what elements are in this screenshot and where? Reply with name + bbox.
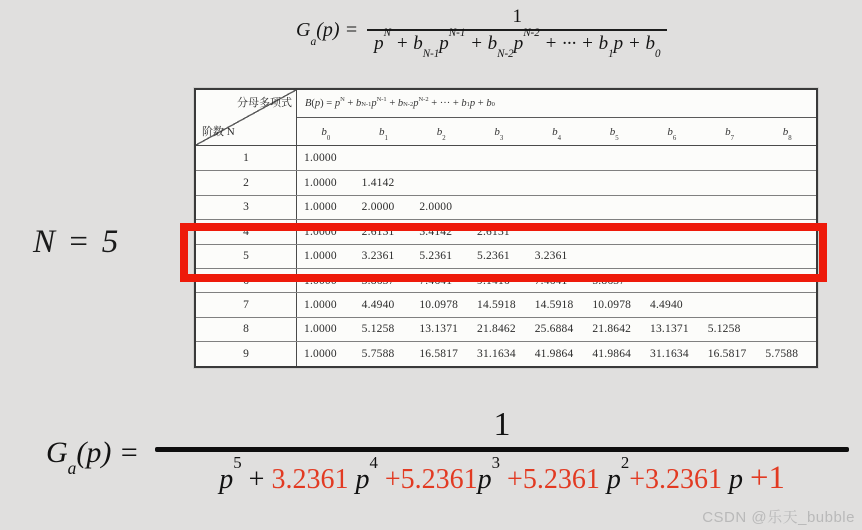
coefficient-cell: 16.5817: [707, 347, 747, 360]
formula-segment: p: [374, 32, 384, 54]
column-header-b0: $b_0$: [321, 125, 331, 142]
formula-segment: 2: [620, 452, 630, 472]
column-header-b2: $b_2$: [436, 125, 446, 142]
table-row-n2: [196, 170, 816, 194]
formula-segment: p: [477, 463, 492, 495]
formula-segment: p: [469, 98, 476, 109]
coefficient-cell: [758, 171, 816, 194]
coefficient-cell: 7.4641: [534, 274, 568, 287]
table-row-n1: [196, 146, 816, 170]
formula-segment: +: [465, 32, 488, 54]
formula-segment: (p) =: [76, 436, 140, 470]
formula-segment: b: [413, 32, 423, 54]
formula-segment: N-2: [523, 26, 540, 39]
coefficient-cell: 16.5817: [419, 347, 459, 360]
formula-segment: p: [513, 32, 524, 54]
fraction-denominator: [219, 452, 785, 499]
coefficient-cell: 41.9864: [592, 347, 632, 360]
formula-segment: 3.2361: [271, 463, 356, 495]
coefficient-cell: [470, 196, 528, 219]
column-header-b4: $b_4$: [552, 125, 561, 142]
coefficient-cell: 1.4142: [361, 177, 395, 190]
coefficient-cell: [701, 171, 759, 194]
coefficient-cell: 2.6131: [361, 225, 395, 238]
formula-segment: a: [310, 35, 317, 49]
formula-segment: p: [219, 463, 234, 495]
coefficient-cell: 1.0000: [304, 274, 337, 287]
coefficient-cell: [758, 196, 816, 219]
formula-segment: +: [475, 98, 487, 109]
formula-segment: N: [383, 26, 391, 39]
column-header-b3: $b_3$: [494, 125, 504, 142]
formula-segment: N-1: [448, 26, 466, 39]
fraction: [367, 6, 667, 61]
formula-segment: + ··· +: [428, 98, 462, 109]
coefficient-cell: 21.8642: [592, 323, 632, 336]
coefficient-cell: 1.0000: [304, 152, 337, 165]
formula-segment: b: [486, 98, 492, 109]
coefficient-cell: 1.0000: [304, 347, 337, 360]
order-cell: 5: [196, 245, 297, 268]
fraction-bar: [155, 447, 849, 452]
coefficient-cell: [412, 171, 470, 194]
column-header-b8: $b_8$: [782, 125, 792, 142]
formula-segment: + ··· +: [539, 32, 599, 54]
formula-segment: +1: [750, 459, 785, 496]
formula-segment: +: [623, 32, 646, 54]
coefficient-cell: [585, 171, 643, 194]
coefficient-cell: 1.0000: [304, 177, 337, 190]
coefficient-cell: [643, 171, 701, 194]
corner-label-order-n: 阶数 N: [202, 126, 235, 138]
formula-segment: 5.2361: [522, 463, 607, 495]
order-cell: 9: [196, 342, 297, 365]
formula-segment: 5: [233, 452, 242, 472]
coefficient-cell: [528, 146, 586, 170]
formula-segment: N-1: [422, 48, 440, 61]
coefficient-cell: 10.0978: [419, 299, 459, 312]
formula-segment: p: [334, 98, 341, 109]
coefficient-cell: 7.4641: [419, 274, 453, 287]
coefficient-cell: 3.4142: [419, 225, 453, 238]
table-header: [196, 90, 816, 146]
column-header-b5: $b_5$: [609, 125, 619, 142]
fraction: [155, 408, 849, 498]
formula-segment: p: [371, 98, 377, 109]
coefficient-cell: 3.8637: [592, 274, 626, 287]
formula-segment: b: [487, 32, 498, 54]
highlight-rectangle: [180, 223, 827, 282]
order-cell: 1: [196, 146, 297, 170]
formula-lhs: [46, 436, 140, 479]
order-cell: 8: [196, 318, 297, 341]
coefficient-cell: 13.1371: [650, 323, 689, 336]
coefficient-cell: [470, 171, 528, 194]
formula-segment: p: [413, 98, 419, 109]
order-cell: 2: [196, 171, 297, 194]
coefficient-cell: 3.8637: [361, 274, 395, 287]
formula-segment: 0: [654, 48, 661, 61]
coefficient-cell: 1.0000: [304, 299, 337, 312]
fraction-numerator: 1: [512, 6, 523, 27]
coefficient-cell: [701, 196, 759, 219]
order-cell: 6: [196, 269, 297, 292]
csdn-watermark: CSDN @乐天_bubble: [702, 509, 855, 526]
coefficient-cell: 3.2361: [361, 250, 395, 263]
formula-segment: p: [729, 463, 750, 495]
formula-segment: b: [645, 32, 655, 54]
formula-segment: p: [322, 19, 333, 42]
coefficient-column-headers: [297, 118, 816, 145]
coefficient-cell: 21.8462: [477, 323, 516, 336]
table-corner-cell: [196, 90, 297, 145]
formula-segment: b: [461, 98, 467, 109]
formula-segment: 3: [491, 452, 501, 472]
coefficient-cell: [758, 293, 816, 316]
coefficient-cell: [528, 171, 586, 194]
coefficient-cell: 1.0000: [304, 201, 337, 214]
formula-segment: (: [316, 19, 323, 42]
formula-segment: b: [397, 98, 404, 109]
coefficient-cell: 5.7588: [765, 347, 799, 360]
formula-segment: ) =: [332, 19, 359, 42]
coefficient-cell: [758, 318, 816, 341]
corner-label-denominator-polynomial: 分母多项式: [237, 97, 292, 109]
coefficient-cell: [355, 146, 413, 170]
formula-segment: b: [598, 32, 609, 54]
coefficient-cell: 5.1258: [707, 323, 741, 336]
formula-segment: a: [67, 458, 77, 479]
coefficient-cell: 13.1371: [419, 323, 459, 336]
coefficient-cell: [701, 293, 759, 316]
coefficient-cell: 31.1634: [477, 347, 516, 360]
coefficient-cell: 2.0000: [361, 201, 395, 214]
fraction-numerator: 1: [493, 406, 511, 443]
coefficient-cell: 5.7588: [361, 347, 395, 360]
column-header-b6: $b_6$: [667, 125, 677, 142]
formula-segment: p: [314, 98, 321, 109]
formula-segment: p: [613, 32, 624, 54]
formula-segment: +: [344, 98, 356, 109]
table-row-n9: [196, 341, 816, 365]
coefficient-cell: 14.5918: [534, 299, 574, 312]
fraction-denominator: [367, 26, 667, 61]
table-row-n7: [196, 292, 816, 316]
coefficient-cell: [470, 146, 528, 170]
coefficient-cell: 3.2361: [534, 250, 568, 263]
coefficient-cell: 14.5918: [477, 299, 516, 312]
coefficient-cell: [412, 146, 470, 170]
order-cell: 7: [196, 293, 297, 316]
coefficient-cell: 2.6131: [477, 225, 510, 238]
coefficient-cell: [585, 146, 643, 170]
formula-segment: +: [390, 32, 414, 54]
formula-segment: b: [355, 98, 362, 109]
coefficient-cell: 41.9864: [534, 347, 574, 360]
coefficient-cell: 4.4940: [650, 299, 683, 312]
formula-segment: 1: [608, 48, 614, 61]
formula-segment: 5.2361: [400, 463, 478, 495]
coefficient-cell: 1.0000: [304, 250, 337, 263]
coefficient-cell: 2.0000: [419, 201, 453, 214]
coefficient-cell: 5.1258: [361, 323, 395, 336]
formula-segment: p: [355, 463, 370, 495]
table-row-n8: [196, 317, 816, 341]
order-cell: 4: [196, 220, 297, 243]
coefficient-cell: [528, 196, 586, 219]
table-row-n3: [196, 195, 816, 219]
formula-segment: +: [629, 463, 645, 495]
formula-segment: +: [500, 463, 523, 495]
coefficient-cell: 1.0000: [304, 225, 337, 238]
coefficient-cell: [643, 146, 701, 170]
coefficient-cell: 5.2361: [477, 250, 510, 263]
fifth-order-transfer-function-formula: [46, 408, 849, 498]
formula-segment: +: [377, 463, 401, 495]
coefficient-cell: [701, 146, 759, 170]
formula-segment: (: [311, 98, 315, 109]
order-cell: 3: [196, 196, 297, 219]
formula-segment: +: [386, 98, 398, 109]
formula-segment: B: [305, 98, 312, 109]
formula-segment: G: [296, 19, 311, 42]
coefficient-cell: 1.0000: [304, 323, 337, 336]
formula-segment: p: [606, 463, 621, 495]
formula-segment: ) =: [320, 98, 335, 109]
formula-segment: 4: [369, 452, 378, 472]
formula-segment: G: [46, 436, 68, 470]
coefficient-cell: 25.6884: [534, 323, 574, 336]
coefficient-cell: 4.4940: [361, 299, 395, 312]
formula-segment: 3.2361: [645, 463, 729, 495]
bp-polynomial-formula: B ( p ) = p $^N$ + b $_{N-1}$ p $^{N-1}$ + b $_{N-2}$ p $^{N-2}$ + ··· + b $_1$ p + b $_0$: [297, 90, 816, 118]
formula-lhs: [296, 19, 359, 49]
order-annotation: N = 5: [33, 224, 121, 260]
coefficient-cell: 10.0978: [592, 299, 632, 312]
coefficient-cell: [758, 146, 816, 170]
coefficient-cell: 9.1416: [477, 274, 510, 287]
formula-segment: N-2: [497, 48, 514, 61]
column-header-b1: $b_1$: [379, 125, 388, 142]
coefficient-cell: [643, 196, 701, 219]
coefficient-cell: 31.1634: [650, 347, 689, 360]
formula-segment: p: [439, 32, 449, 54]
formula-segment: +: [241, 463, 272, 495]
general-transfer-function-formula: [296, 6, 667, 61]
coefficient-cell: 5.2361: [419, 250, 453, 263]
coefficient-cell: [585, 196, 643, 219]
table-header-right: [297, 90, 816, 145]
column-header-b7: $b_7$: [725, 125, 734, 142]
